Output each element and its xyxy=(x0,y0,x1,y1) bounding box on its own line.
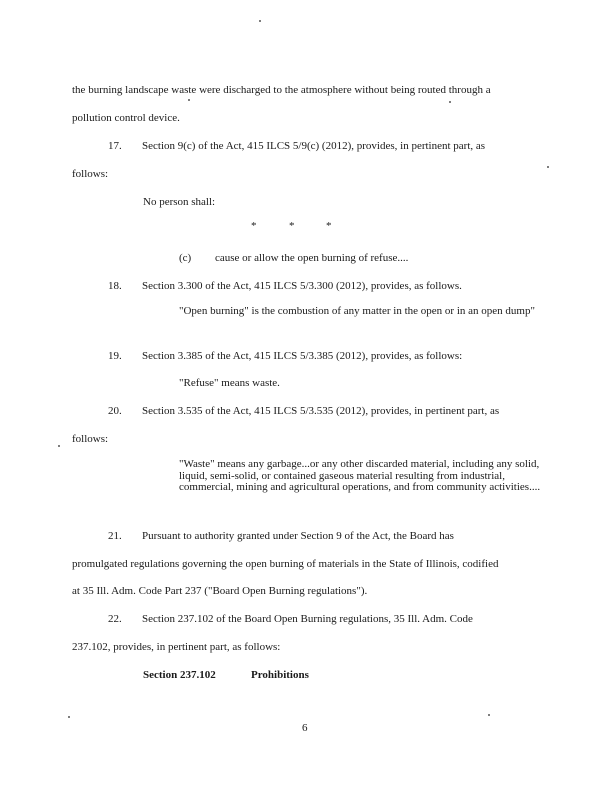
paragraph-19 xyxy=(108,350,462,363)
scan-speck xyxy=(259,20,261,22)
page-number: 6 xyxy=(302,722,308,734)
scan-speck xyxy=(488,714,490,716)
ellipsis-star: * xyxy=(289,220,295,232)
paragraph-text: Section 9(c) of the Act, 415 ILCS 5/9(c) (2012), provides, in pertinent part, as xyxy=(142,140,486,152)
text-line: pollution control device. xyxy=(72,112,180,124)
paragraph-21 xyxy=(108,530,454,543)
paragraph-number: 20. xyxy=(108,405,122,417)
section-title: Prohibitions xyxy=(251,669,309,681)
paragraph-text: Section 3.300 of the Act, 415 ILCS 5/3.300 (2012), provides, as follows. xyxy=(142,280,462,292)
ellipsis-star: * xyxy=(326,220,332,232)
ellipsis-star: * xyxy=(251,220,257,232)
paragraph-number: 19. xyxy=(108,350,122,362)
paragraph-number: 21. xyxy=(108,530,122,542)
text-line: follows: xyxy=(72,433,109,445)
scan-speck xyxy=(68,716,70,718)
list-item-c xyxy=(179,252,408,265)
section-heading xyxy=(143,669,309,682)
list-item-text: cause or allow the open burning of refuse.... xyxy=(215,252,409,264)
text-line: 237.102, provides, in pertinent part, as follows: xyxy=(72,641,281,653)
paragraph-text: Pursuant to authority granted under Section 9 of the Act, the Board has xyxy=(142,530,454,542)
quoted-text: No person shall: xyxy=(143,196,216,208)
scan-speck xyxy=(58,445,60,447)
text-line: follows: xyxy=(72,168,109,180)
paragraph-17 xyxy=(108,140,485,153)
scan-speck xyxy=(188,99,190,101)
block-quote: "Refuse" means waste. xyxy=(179,377,280,389)
paragraph-20 xyxy=(108,405,499,418)
paragraph-number: 22. xyxy=(108,613,122,625)
paragraph-number: 18. xyxy=(108,280,122,292)
text-line: the burning landscape waste were discharged to the atmosphere without being routed through a xyxy=(72,84,491,96)
paragraph-text: Section 3.385 of the Act, 415 ILCS 5/3.385 (2012), provides, as follows: xyxy=(142,350,463,362)
block-quote: "Waste" means any garbage...or any other discarded material, including any solid, liquid, semi-solid, or contained gaseous material resulting from industrial, commercial, mining and agricultural operations, and from community activities.... xyxy=(179,458,541,493)
block-quote: "Open burning" is the combustion of any matter in the open or in an open dump" xyxy=(179,305,535,317)
paragraph-22 xyxy=(108,613,473,626)
scan-speck xyxy=(449,101,451,103)
scan-speck xyxy=(547,166,549,168)
paragraph-18 xyxy=(108,280,462,293)
paragraph-text: Section 3.535 of the Act, 415 ILCS 5/3.535 (2012), provides, in pertinent part, as xyxy=(142,405,500,417)
text-line: at 35 Ill. Adm. Code Part 237 ("Board Open Burning regulations"). xyxy=(72,585,368,597)
paragraph-text: Section 237.102 of the Board Open Burning regulations, 35 Ill. Adm. Code xyxy=(142,613,473,625)
section-number: Section 237.102 xyxy=(143,669,216,681)
paragraph-number: 17. xyxy=(108,140,122,152)
text-line: promulgated regulations governing the open burning of materials in the State of Illinois, codified xyxy=(72,558,499,570)
list-item-label: (c) xyxy=(179,252,192,264)
